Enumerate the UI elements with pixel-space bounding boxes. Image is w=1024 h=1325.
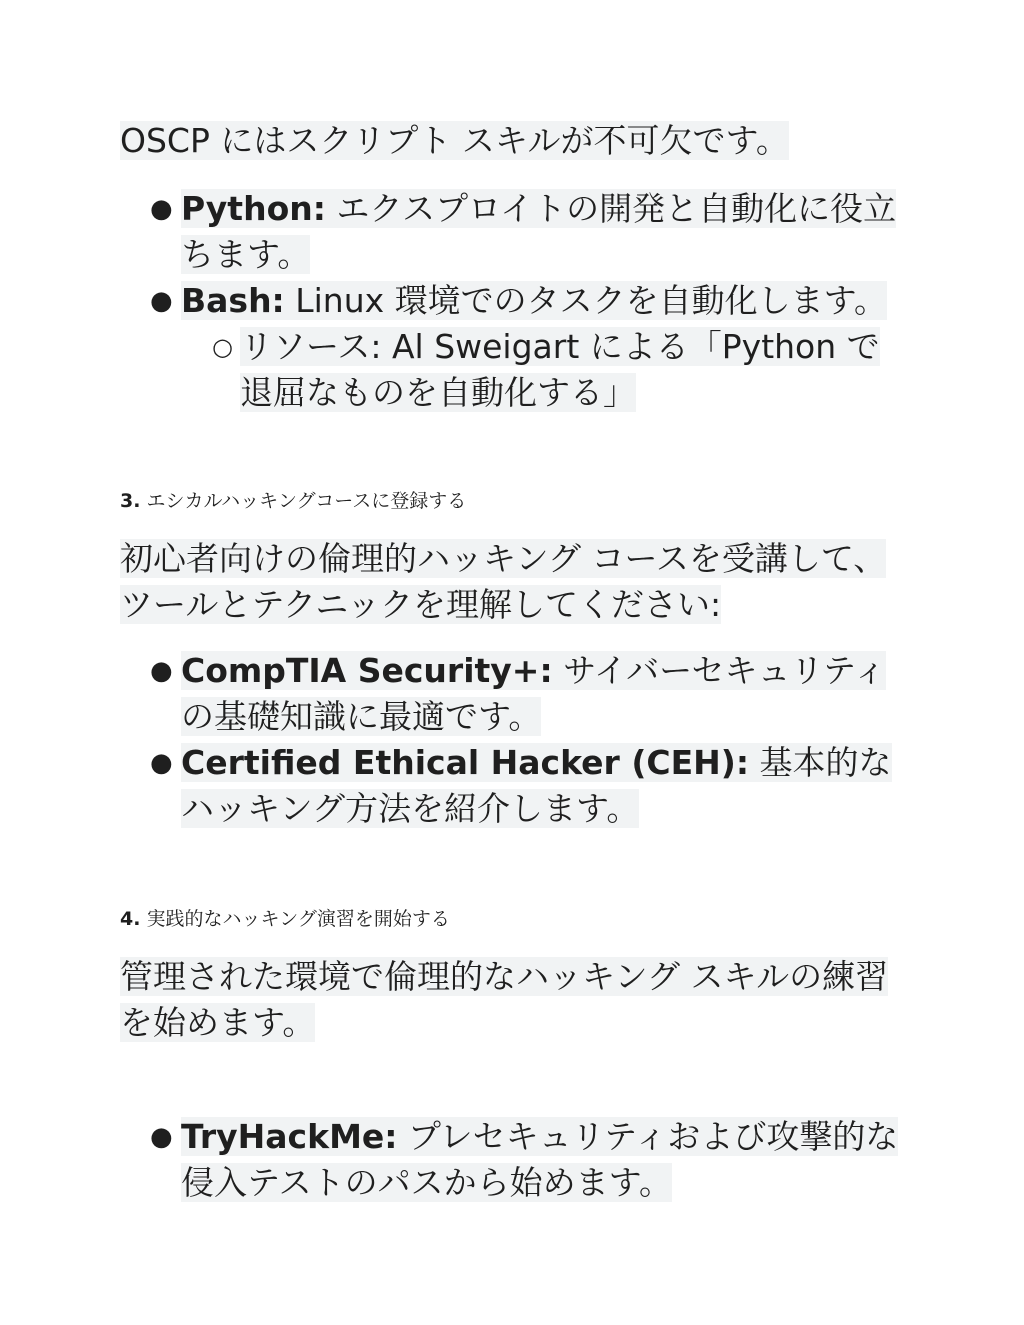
bullet-desc: サイバーセキュリティの基礎知識に最適です。 <box>181 651 887 736</box>
section-number: 3. <box>120 490 141 512</box>
sub-bullet-icon: ○ <box>212 333 233 361</box>
bullet-icon: ● <box>150 748 173 778</box>
course-list <box>150 648 910 832</box>
bullet-desc: エクスプロイトの開発と自動化に役立ちます。 <box>181 189 897 274</box>
resource-text: Al Sweigart による「Python で退屈なものを自動化する」 <box>240 327 880 412</box>
list-item-python <box>150 186 910 278</box>
bullet-desc: 基本的なハッキング方法を紹介します。 <box>181 743 892 828</box>
section-number: 4. <box>120 908 141 930</box>
section-title: 実践的なハッキング演習を開始する <box>140 908 450 930</box>
list-item-tryhackme <box>150 1114 910 1206</box>
list-item-bash <box>150 278 910 324</box>
bullet-icon: ● <box>150 286 173 316</box>
section-3-body <box>120 536 910 628</box>
bullet-term: CompTIA Security+: <box>181 651 553 690</box>
bullet-term: Certified Ethical Hacker (CEH): <box>181 743 750 782</box>
list-item-comptia <box>150 648 910 740</box>
section-3-text: 初心者向けの倫理的ハッキング コースを受講して、ツールとテクニックを理解してください: <box>120 539 887 624</box>
practice-list <box>150 1114 910 1206</box>
intro-paragraph <box>120 118 910 164</box>
list-item-ceh <box>150 740 910 832</box>
bullet-term: Python: <box>181 189 326 228</box>
section-3-heading <box>120 488 900 514</box>
bullet-term: TryHackMe: <box>181 1117 398 1156</box>
bullet-desc: Linux 環境でのタスクを自動化します。 <box>284 281 888 320</box>
bullet-icon: ● <box>150 1122 173 1152</box>
resource-label: リソース: <box>240 327 382 366</box>
section-4-body <box>120 954 910 1046</box>
section-4-text: 管理された環境で倫理的なハッキング スキルの練習を始めます。 <box>120 957 889 1042</box>
scripting-list <box>150 186 910 416</box>
section-4-heading <box>120 906 900 932</box>
bullet-icon: ● <box>150 656 173 686</box>
bullet-desc: プレセキュリティおよび攻撃的な侵入テストのパスから始めます。 <box>181 1117 899 1202</box>
intro-text: OSCP にはスクリプト スキルが不可欠です。 <box>120 121 789 160</box>
list-item-resource <box>212 324 910 416</box>
section-title: エシカルハッキングコースに登録する <box>140 490 467 512</box>
bullet-term: Bash: <box>181 281 285 320</box>
bullet-icon: ● <box>150 194 173 224</box>
